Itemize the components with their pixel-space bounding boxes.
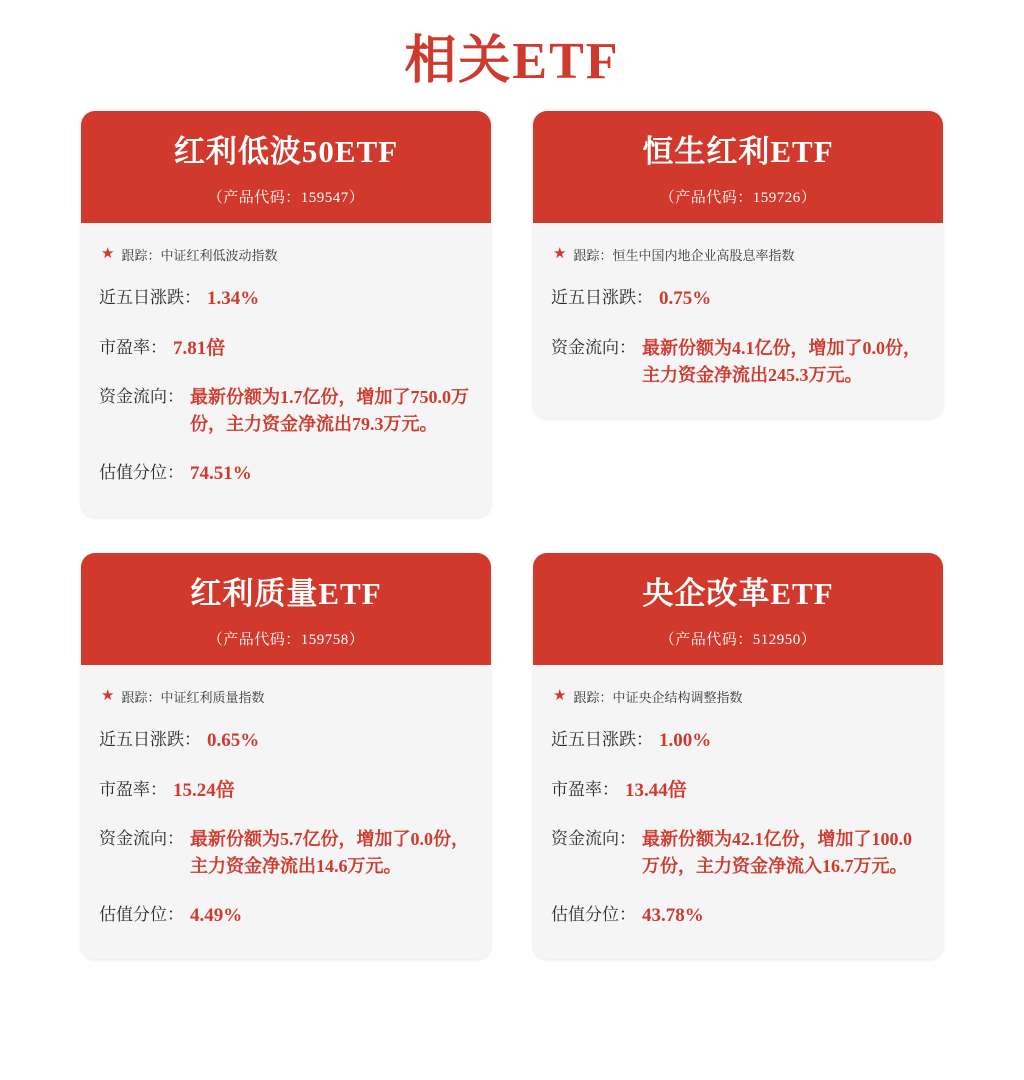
etf-card-body — [533, 223, 943, 418]
metric-change — [99, 727, 473, 755]
metric-valuation-label: 估值分位： — [551, 905, 636, 925]
metric-valuation — [551, 902, 925, 930]
etf-track-text: 跟踪：恒生中国内地企业高股息率指数 — [573, 248, 795, 264]
etf-name: 红利低波50ETF — [173, 134, 399, 169]
metric-pe-value: 13.44倍 — [625, 779, 687, 801]
etf-track-text: 跟踪：中证红利低波动指数 — [121, 248, 278, 264]
metric-valuation-value: 74.51% — [190, 463, 252, 485]
star-icon: ★ — [101, 688, 115, 705]
metric-change-label: 近五日涨跌： — [99, 288, 201, 308]
etf-card[interactable] — [81, 553, 491, 959]
metric-flow-label: 资金流向： — [99, 387, 184, 407]
metric-flow-value: 最新份额为4.1亿份，增加了0.0份，主力资金净流出245.3万元。 — [642, 337, 921, 385]
etf-name: 红利质量ETF — [190, 575, 382, 611]
etf-name: 恒生红利ETF — [642, 134, 834, 169]
metric-flow-label: 资金流向： — [551, 829, 636, 849]
metric-flow — [551, 826, 925, 880]
metric-pe — [99, 335, 473, 363]
etf-card-header — [533, 111, 943, 223]
metric-pe-value: 7.81倍 — [173, 337, 226, 359]
etf-code: （产品代码：159726） — [659, 190, 817, 207]
etf-card-header — [533, 553, 943, 665]
metric-pe-label: 市盈率： — [551, 779, 619, 799]
metric-pe-value: 15.24倍 — [173, 779, 235, 801]
etf-code: （产品代码：159758） — [207, 632, 365, 649]
metric-change-value: 0.65% — [207, 730, 260, 752]
etf-card-body — [533, 665, 943, 959]
etf-card[interactable] — [533, 553, 943, 959]
metric-pe-label: 市盈率： — [99, 779, 167, 799]
star-icon: ★ — [101, 246, 115, 263]
etf-card[interactable] — [533, 111, 943, 418]
etf-code: （产品代码：159547） — [207, 190, 365, 207]
etf-card[interactable] — [81, 111, 491, 517]
star-icon: ★ — [553, 688, 567, 705]
metric-pe — [99, 777, 473, 805]
etf-track-row — [101, 245, 473, 264]
metric-flow-value: 最新份额为5.7亿份，增加了0.0份，主力资金净流出14.6万元。 — [190, 829, 469, 877]
metric-change-label: 近五日涨跌： — [551, 288, 653, 308]
metric-valuation — [99, 460, 473, 488]
metric-valuation-label: 估值分位： — [99, 463, 184, 483]
metric-change-value: 1.34% — [207, 288, 260, 310]
etf-card-grid — [0, 103, 1024, 959]
metric-flow — [551, 335, 925, 389]
metric-valuation-value: 43.78% — [642, 905, 704, 927]
metric-flow-label: 资金流向： — [99, 829, 184, 849]
etf-track-row — [553, 687, 925, 706]
etf-track-row — [101, 687, 473, 706]
etf-code: （产品代码：512950） — [659, 632, 817, 649]
metric-valuation-label: 估值分位： — [99, 905, 184, 925]
etf-card-body — [81, 665, 491, 959]
metric-pe — [551, 777, 925, 805]
page-title: 相关ETF — [404, 33, 620, 90]
metric-change — [551, 727, 925, 755]
etf-track-row — [553, 245, 925, 264]
metric-change — [551, 285, 925, 313]
metric-flow — [99, 826, 473, 880]
etf-track-text: 跟踪：中证红利质量指数 — [121, 690, 265, 706]
etf-track-text: 跟踪：中证央企结构调整指数 — [573, 690, 743, 706]
metric-change-label: 近五日涨跌： — [99, 730, 201, 750]
metric-valuation — [99, 902, 473, 930]
etf-card-header — [81, 553, 491, 665]
metric-flow-value: 最新份额为1.7亿份，增加了750.0万份，主力资金净流出79.3万元。 — [190, 387, 469, 435]
metric-pe-label: 市盈率： — [99, 337, 167, 357]
metric-change-value: 1.00% — [659, 730, 712, 752]
metric-flow-value: 最新份额为42.1亿份，增加了100.0万份，主力资金净流入16.7万元。 — [642, 829, 912, 877]
etf-card-body — [81, 223, 491, 517]
etf-name: 央企改革ETF — [642, 575, 834, 611]
metric-flow — [99, 384, 473, 438]
metric-flow-label: 资金流向： — [551, 337, 636, 357]
metric-change — [99, 285, 473, 313]
metric-change-value: 0.75% — [659, 288, 712, 310]
metric-change-label: 近五日涨跌： — [551, 730, 653, 750]
metric-valuation-value: 4.49% — [190, 905, 243, 927]
star-icon: ★ — [553, 246, 567, 263]
etf-card-header — [81, 111, 491, 223]
